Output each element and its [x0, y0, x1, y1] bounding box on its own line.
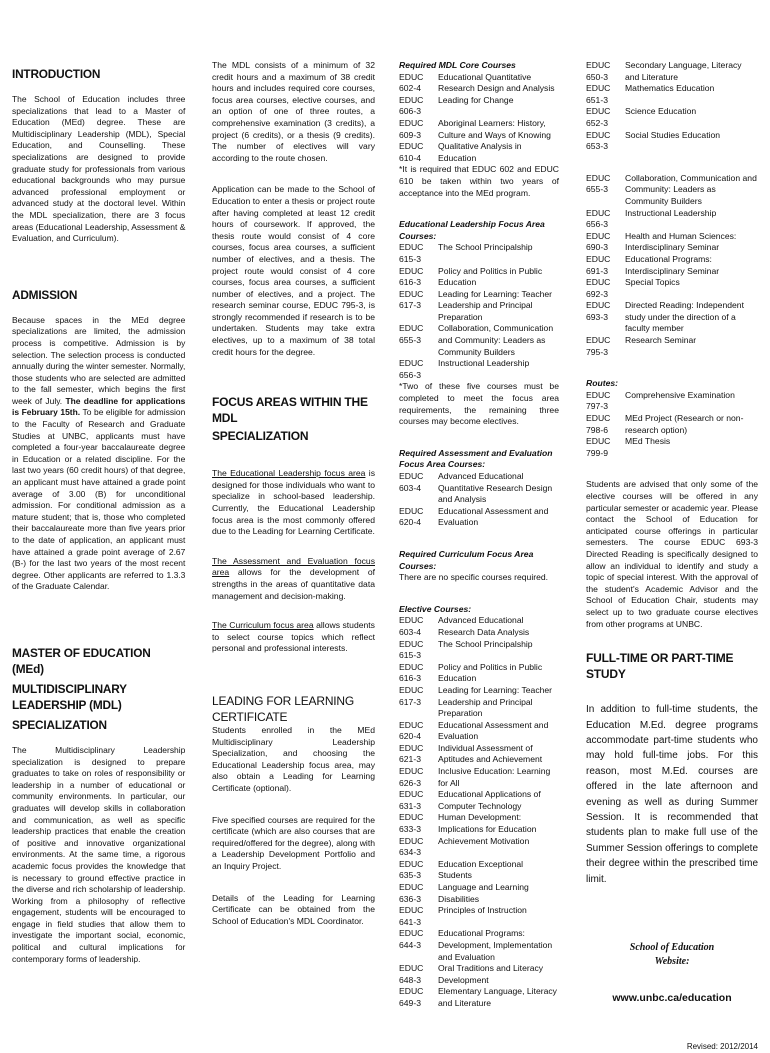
website-label: Website:	[654, 956, 690, 967]
course-code: EDUC 799-9	[586, 436, 611, 458]
course-title: Education Exceptional Students	[438, 858, 524, 881]
course-title: Social Studies Education	[625, 129, 721, 140]
course-code: EDUC 606-3	[399, 94, 424, 117]
course-row	[399, 615, 559, 638]
course-row	[586, 208, 758, 231]
course-row	[399, 766, 559, 789]
course-code: EDUC 651-3	[586, 83, 611, 105]
course-code: EDUC 609-3	[399, 117, 424, 140]
course-title: Comprehensive Examination	[625, 389, 735, 400]
elective-course-list	[399, 615, 559, 1009]
course-title: Mathematics Education	[625, 83, 715, 94]
course-code: EDUC 795-3	[586, 335, 611, 357]
course-code: EDUC 617-3	[399, 288, 424, 311]
course-row	[586, 173, 758, 208]
certificate-heading: LEADING FOR LEARNING CERTIFICATE	[212, 693, 355, 724]
course-code: EDUC 641-3	[399, 905, 424, 927]
course-title: Advanced Educational Quantitative Research Design and Analysis	[438, 471, 553, 505]
course-code: EDUC 656-3	[399, 358, 424, 380]
core-courses-heading: Required MDL Core Courses	[399, 60, 516, 70]
course-code: EDUC 615-3	[399, 242, 424, 264]
course-title: Leading for Learning: Teacher Leadership and Principal Preparation	[438, 288, 553, 322]
course-title: Inclusive Education: Learning for All	[438, 766, 551, 788]
course-code: EDUC 636-3	[399, 882, 424, 904]
course-title: Advanced Educational Research Data Analysis	[438, 615, 530, 637]
course-row	[586, 231, 758, 254]
course-title: Instructional Leadership	[438, 358, 530, 369]
course-code: EDUC 690-3	[586, 230, 611, 253]
course-title: Aboriginal Learners: History, Culture and Ways of Knowing	[438, 117, 551, 140]
course-title: Educational Assessment and Evaluation	[438, 719, 549, 742]
course-row	[586, 335, 758, 358]
course-row	[399, 95, 559, 118]
course-row	[399, 685, 559, 720]
course-code: EDUC 602-4	[399, 71, 424, 94]
course-code: EDUC 649-3	[399, 986, 424, 1008]
course-row	[399, 812, 559, 835]
course-row	[399, 358, 559, 381]
course-row	[586, 83, 758, 106]
column-4	[586, 60, 758, 1053]
column-3	[399, 60, 559, 1010]
course-code: EDUC 610-4	[399, 141, 424, 163]
course-code: EDUC 616-3	[399, 265, 424, 288]
course-code: EDUC 621-3	[399, 742, 424, 765]
med-text: The Multidisciplinary Leadership specialization is designed to prepare graduates to take on roles of responsibility or leadership in a number of educational or community environments. In particular, our graduates will develop skills in collaboration and communication, as well as specific leadership practices that enable the creation of positive and innovative organizational environments. At the same time, a rigorous academic focus provides the knowledge that is necessary to ground effective practice in the diverse and rich scholarship of leadership. Working from a philosophy of reflective engagement, students will be encouraged to engage in field studies that allow them to investigate the important social, economic, political and cultural implications for contemporary forms of leadership.	[12, 744, 186, 964]
course-row	[586, 130, 758, 153]
course-row	[586, 413, 758, 436]
school-name: School of Education	[629, 942, 715, 953]
routes-course-list	[586, 390, 758, 460]
focus-heading-line1: FOCUS AREAS WITHIN THE MDL	[212, 395, 368, 426]
course-title: Educational Programs: Development, Implementation and Evaluation	[438, 928, 553, 962]
course-row	[399, 789, 559, 812]
course-row	[399, 289, 559, 324]
mdl-text-2: Application can be made to the School of Education to enter a thesis or project route after having completed at least 12 credit hours of coursework. If approved, the thesis route would consist of 4 core courses, focus area courses, a sufficient number of electives, and a thesis. The project route would consist of 4 core courses, focus area courses, a sufficient number of electives, and a project. The research seminar course, EDUC 795-3, is strongly recommended if research is to be undertaken. Students may take extra electives, up to a maximum of 38 total credit hours for the degree.	[212, 184, 375, 357]
course-row	[399, 506, 559, 529]
course-row	[586, 277, 758, 300]
course-row	[399, 141, 559, 164]
course-title: Special Topics	[625, 277, 680, 288]
course-code: EDUC 620-4	[399, 505, 424, 528]
el-course-list	[399, 242, 559, 381]
elective-course-list-continued-2	[586, 173, 758, 359]
course-row	[399, 836, 559, 859]
course-title: Educational Quantitative Research Design and Analysis	[438, 71, 555, 94]
course-title: Instructional Leadership	[625, 207, 717, 218]
course-code: EDUC 653-3	[586, 129, 611, 152]
cu-courses-heading: Required Curriculum Focus Area Courses:	[399, 548, 534, 571]
course-code: EDUC 634-3	[399, 835, 424, 858]
course-row	[399, 720, 559, 743]
admission-heading: ADMISSION	[12, 287, 78, 302]
core-courses-note: *It is required that EDUC 602 and EDUC 610 be taken within two years of acceptance into the MEd program.	[399, 164, 559, 198]
course-code: EDUC 798-6	[586, 413, 611, 435]
course-title: Collaboration, Communication and Community: Leaders as Community Builders	[625, 172, 757, 206]
course-row	[399, 986, 559, 1009]
mdl-text-1: The MDL consists of a minimum of 32 credit hours and a maximum of 38 credit hours and includes required core courses, focus area courses, elective courses, and an option of one of three routes, a comprehensive examination (3 credits), a project (6 credits), or a thesis (9 credits). The number of electives will vary according to the route chosen.	[212, 60, 375, 163]
focus-educational-leadership: The Educational Leadership focus area is designed for those individuals who want to specialize in school-based leadership. Currently, the Educational Leadership focus area is the most commonly offered due to the Leading for Learning Certificate.	[212, 468, 376, 537]
course-code: EDUC 797-3	[586, 389, 611, 412]
routes-heading: Routes:	[586, 378, 618, 389]
introduction-heading: INTRODUCTION	[12, 67, 101, 81]
core-course-list	[399, 72, 559, 165]
course-row	[399, 882, 559, 905]
ae-course-list	[399, 471, 559, 529]
fulltime-heading: FULL-TIME OR PART-TIME STUDY	[586, 651, 734, 682]
course-row	[586, 300, 758, 335]
med-heading-line1: MASTER OF EDUCATION (MEd)	[12, 645, 151, 676]
course-row	[399, 662, 559, 685]
focus-heading-line2: SPECIALIZATION	[212, 429, 309, 444]
course-code: EDUC 656-3	[586, 207, 611, 230]
admission-text: Because spaces in the MEd degree specializations are limited, the admission process is competitive. Admission is by selection. The selection process is conducted annually during the winter semester. Normally, those students who are selected are admitted to the fall semester, which begins the first week of July. The deadline for applications is February 15th. To be eligible for admission to the Faculty of Research and Graduate Studies at UNBC, applicants must have completed a four-year baccalaureate degree in Education or a related discipline. For the last two years (60 credit hours) of that degree, an applicant must have attained a grade point average of 3.00 (B) for unconditional admission. For conditional admission as a mature student; that is, those who completed their baccalaureate more than five years prior to the date of application, an applicant must have attained a grade point average of 2.67 (B-) for the last two years of the most recent degree. Other applicants are referred to 1.3.3 of the Graduate Calendar.	[12, 314, 186, 592]
course-title: Leading for Learning: Teacher Leadership and Principal Preparation	[438, 684, 553, 719]
course-row	[399, 639, 559, 662]
med-heading-line2: MULTIDISCIPLINARY LEADERSHIP (MDL)	[12, 681, 127, 712]
cu-courses-note: There are no specific courses required.	[399, 572, 549, 583]
course-title: Policy and Politics in Public Education	[438, 661, 543, 684]
course-code: EDUC 617-3	[399, 684, 424, 707]
course-row	[399, 118, 559, 141]
website-link[interactable]: www.unbc.ca/education	[612, 992, 732, 1004]
course-title: MEd Project (Research or non-research option)	[625, 413, 744, 435]
course-title: Principles of Instruction	[438, 905, 527, 916]
course-title: Policy and Politics in Public Education	[438, 265, 543, 288]
course-title: Leading for Change	[438, 94, 514, 105]
med-heading-line3: SPECIALIZATION	[12, 717, 107, 732]
course-title: The School Principalship	[438, 638, 533, 649]
course-row	[399, 266, 559, 289]
revised-date: Revised: 2012/2014	[686, 1042, 758, 1051]
course-row	[586, 60, 758, 83]
course-code: EDUC 633-3	[399, 812, 424, 835]
course-row	[586, 106, 758, 129]
course-title: Human Development: Implications for Education	[438, 812, 537, 835]
course-code: EDUC 616-3	[399, 661, 424, 684]
course-code: EDUC 652-3	[586, 106, 611, 128]
course-row	[399, 859, 559, 882]
course-title: Science Education	[625, 106, 697, 117]
course-code: EDUC 603-4	[399, 471, 424, 493]
elective-course-list-continued-1	[586, 60, 758, 153]
course-title: Health and Human Sciences: Interdisciplinary Seminar	[625, 230, 737, 253]
course-row	[399, 928, 559, 963]
course-code: EDUC 615-3	[399, 638, 424, 661]
course-code: EDUC 691-3	[586, 253, 611, 276]
fulltime-text: In addition to full-time students, the Education M.Ed. degree programs accommodate part-time students who may hold full-time jobs. For this reason, most M.Ed. courses are offered in the late afternoon and evening as well as during Summer Session. It is recommended that students plan to make full use of the Summer Session offerings to complete their degree within the prescribed time limit.	[586, 704, 758, 885]
course-title: Research Seminar	[625, 335, 697, 346]
course-code: EDUC 692-3	[586, 277, 611, 299]
course-row	[399, 323, 559, 358]
course-code: EDUC 626-3	[399, 766, 424, 788]
course-title: Educational Assessment and Evaluation	[438, 505, 549, 528]
course-row	[399, 72, 559, 95]
focus-curriculum: The Curriculum focus area allows students to select course topics which reflect personal and professional interests.	[212, 620, 375, 654]
course-title: Educational Applications of Computer Technology	[438, 789, 541, 811]
el-courses-heading: Educational Leadership Focus Area Courses:	[399, 219, 545, 241]
admission-deadline: The deadline for applications is February 15th.	[12, 395, 186, 418]
course-code: EDUC 648-3	[399, 963, 424, 985]
course-title: Educational Programs: Interdisciplinary Seminar	[625, 253, 720, 276]
column-2	[212, 60, 375, 927]
el-courses-note: *Two of these five courses must be completed to meet the focus area requirements, the remaining three courses may become electives.	[399, 381, 559, 427]
elective-courses-heading: Elective Courses:	[399, 603, 472, 614]
course-title: Collaboration, Communication and Community: Leaders as Community Builders	[438, 323, 554, 357]
course-title: Oral Traditions and Literacy Development	[438, 963, 544, 985]
course-code: EDUC 693-3	[586, 300, 611, 322]
course-code: EDUC 631-3	[399, 789, 424, 811]
course-title: Qualitative Analysis in Education	[438, 141, 522, 163]
course-code: EDUC 620-4	[399, 719, 424, 742]
column-1	[12, 60, 185, 965]
course-title: Elementary Language, Literacy and Literature	[438, 986, 557, 1008]
course-row	[586, 390, 758, 413]
course-row	[399, 242, 559, 265]
course-code: EDUC 655-3	[586, 172, 611, 195]
course-title: Language and Learning Disabilities	[438, 882, 529, 904]
course-title: The School Principalship	[438, 242, 533, 253]
course-code: EDUC 650-3	[586, 60, 611, 82]
course-row	[399, 963, 559, 986]
elective-advice-text: Students are advised that only some of the elective courses will be offered in any particular semester or academic year. Please contact the School of Education for anticipated course offerings in particular semesters. The course EDUC 693-3 Directed Reading is specifically designed to allow an individual to identify and study a topic of special interest. With the approval of the student's Academic Advisor and the School of Education Chair, students may select up to two graduate course electives from other programs at UNBC.	[586, 479, 758, 629]
certificate-text-1: Students enrolled in the MEd Multidisciplinary Leadership Specialization, and choosing the Educational Leadership focus area, may also obtain a Leading for Learning Certificate (optional).	[212, 724, 375, 793]
course-title: Directed Reading: Independent study under the direction of a faculty member	[625, 300, 744, 334]
introduction-text: The School of Education includes three specializations that lead to a Master of Education (MEd) degree. These are Multidisciplinary Leadership (MDL), Special Education, and Counselling. These specializations are designed to provide graduate study for professionals from various educational backgrounds who may pursue advanced professional employment or advanced study at the doctoral level. Within the MDL specialization, there are 3 focus areas (Educational Leadership, Assessment & Evaluation, and Curriculum).	[12, 94, 186, 244]
course-title: Secondary Language, Literacy and Literature	[625, 60, 742, 82]
course-code: EDUC 655-3	[399, 323, 424, 346]
course-row	[586, 254, 758, 277]
certificate-text-2: Five specified courses are required for the certificate (which are also courses that are required/offered for the degree), along with a Leadership Development Portfolio and an Inquiry Project.	[212, 814, 375, 871]
focus-assessment-evaluation: The Assessment and Evaluation focus area allows for the development of strengths in the areas of quantitative data management and decision-making.	[212, 555, 375, 601]
course-code: EDUC 644-3	[399, 928, 424, 950]
course-title: Individual Assessment of Aptitudes and Achievement	[438, 742, 543, 765]
course-title: Achievement Motivation	[438, 835, 530, 846]
course-code: EDUC 635-3	[399, 858, 424, 881]
ae-courses-heading: Required Assessment and Evaluation Focus Area Courses:	[399, 447, 553, 470]
course-row	[399, 905, 559, 928]
course-row	[399, 743, 559, 766]
course-row	[399, 471, 559, 506]
course-code: EDUC 603-4	[399, 615, 424, 637]
course-row	[586, 436, 758, 459]
certificate-text-3: Details of the Leading for Learning Certificate can be obtained from the School of Education's MDL Coordinator.	[212, 892, 375, 926]
course-title: MEd Thesis	[625, 436, 671, 447]
